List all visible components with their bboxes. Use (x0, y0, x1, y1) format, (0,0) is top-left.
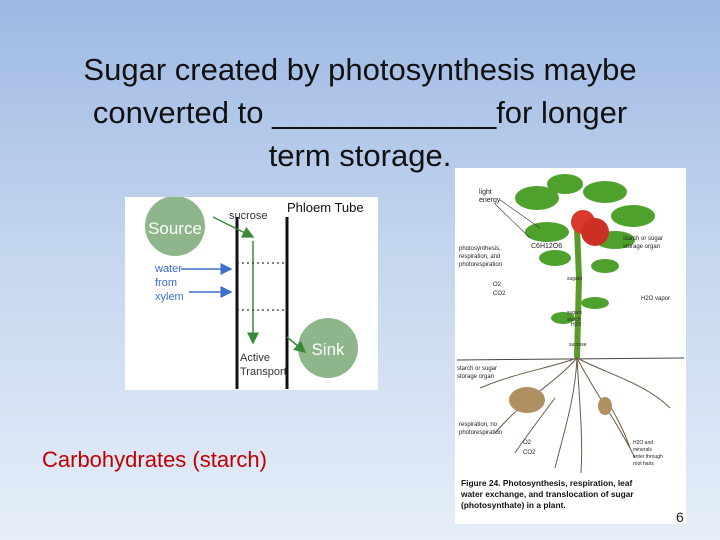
sucrose-stem-label: sucrose (569, 342, 587, 348)
sucrose-label: sucrose (229, 210, 268, 222)
tomato-2 (581, 218, 609, 246)
starch-label: starch (567, 317, 581, 323)
light-energy-line-2: energy (479, 197, 501, 204)
storage-organ-left-line-1: starch or sugar (457, 366, 498, 372)
photosynthesis-line-2: respiration, and (459, 254, 501, 260)
light-energy-line-1: light (479, 189, 492, 196)
figure-caption-line-3: (photosynthate) in a plant. (461, 500, 566, 510)
sink-label: Sink (311, 340, 345, 359)
h2o-stem-label: H2O (571, 322, 582, 328)
water-label-line-2: from (155, 277, 177, 289)
plant-figure (455, 168, 686, 524)
respiration-line-1: respiration, no (459, 422, 498, 428)
slide-number: 6 (676, 509, 684, 525)
photosynthesis-line-3: photorespiration (459, 262, 503, 268)
sugars-label-2: sugars (567, 310, 583, 316)
minerals-line-2: minerals (633, 447, 652, 453)
title-line-1: Sugar created by photosynthesis maybe (83, 52, 637, 87)
sugars-label-1: sugars (567, 276, 583, 282)
o2-label: O2 (493, 282, 502, 288)
storage-organ-right-line-1: starch or sugar (623, 236, 664, 242)
photosynthesis-line-1: photosynthesis, (459, 246, 501, 252)
title-line-3: term storage. (268, 138, 452, 173)
figure-caption-line-1: Figure 24. Photosynthesis, respiration, leaf (461, 478, 633, 488)
plant-stem (577, 228, 579, 358)
storage-organ-left-line-2: storage organ (457, 374, 495, 380)
active-transport-line-1: Active (240, 352, 270, 364)
water-label-line-3: xylem (155, 291, 184, 303)
answer-text: Carbohydrates (starch) (42, 447, 267, 472)
storage-organ-right-line-2: storage organ (623, 244, 661, 250)
co2-label: CO2 (493, 291, 506, 297)
minerals-line-4: root hairs (633, 461, 654, 467)
active-transport-line-2: Transport (240, 366, 287, 378)
slide-title (40, 48, 680, 177)
phloem-diagram (125, 197, 378, 390)
potato-1 (509, 387, 545, 413)
water-label-line-1: water (155, 263, 182, 275)
h2o-vapor-label: H2O vapor (641, 296, 671, 302)
o2-root-label: O2 (523, 440, 532, 446)
respiration-line-2: photorespiration (459, 430, 503, 436)
glucose-formula: C6H12O6 (531, 243, 563, 250)
soil-line (457, 358, 684, 360)
minerals-line-1: H2O and (633, 440, 654, 446)
potato-2 (598, 397, 612, 415)
figure-caption-line-2: water exchange, and translocation of sugar (461, 489, 634, 499)
co2-root-label: CO2 (523, 450, 536, 456)
title-line-2: converted to _____________for longer (92, 95, 628, 130)
phloem-tube-title: Phloem Tube (287, 200, 364, 215)
source-label: Source (148, 219, 202, 238)
minerals-line-3: enter through (633, 454, 663, 460)
